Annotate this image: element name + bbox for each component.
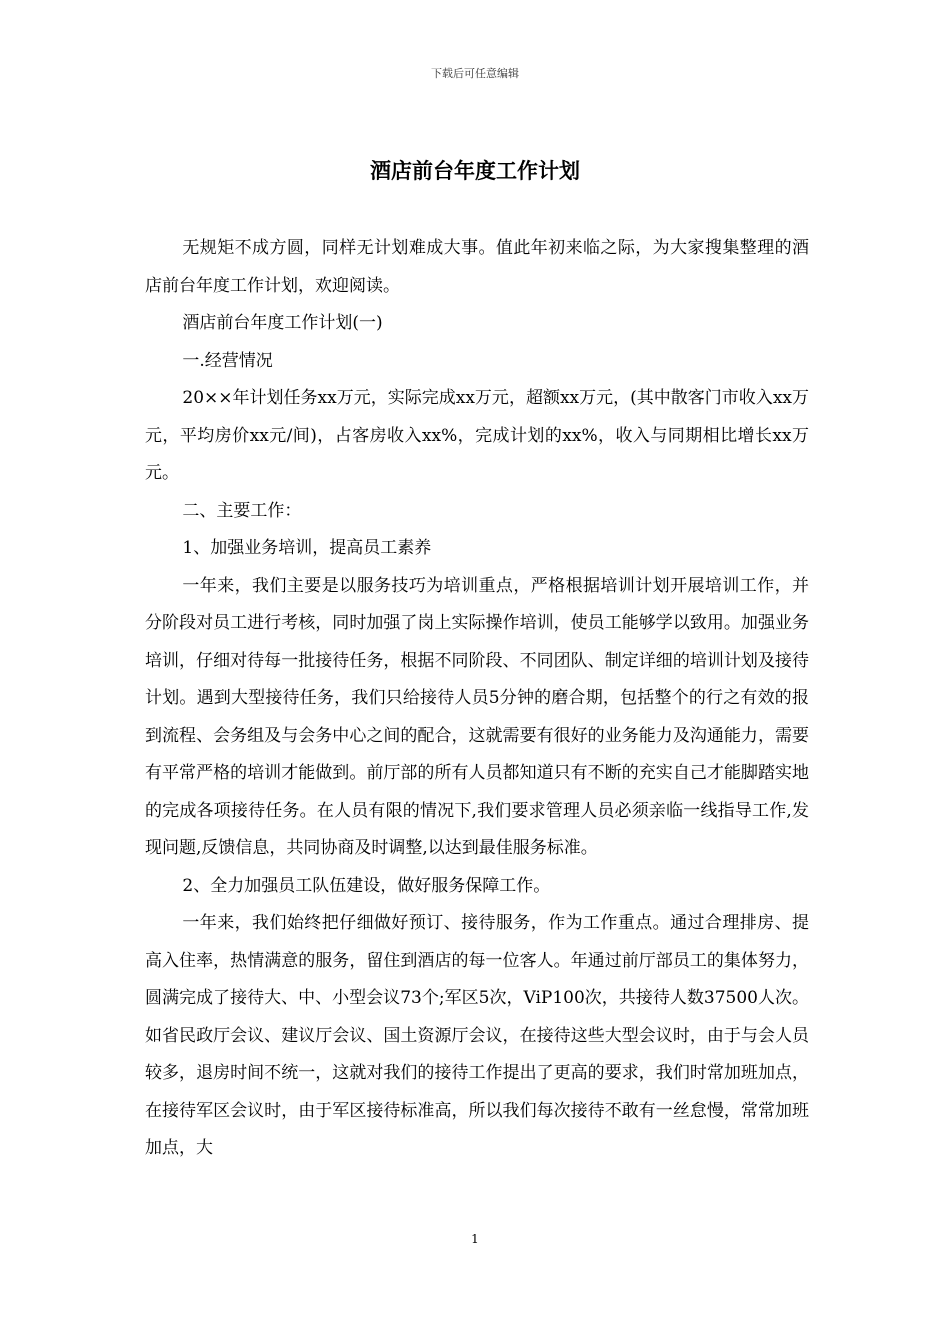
subheading-team-building: 2、全力加强员工队伍建设，做好服务保障工作。 — [182, 875, 551, 896]
document-body — [145, 230, 809, 1168]
document-title: 酒店前台年度工作计划 — [370, 158, 580, 183]
plan-heading: 酒店前台年度工作计划(一) — [182, 313, 383, 333]
section-heading-main-work: 二、主要工作： — [182, 500, 302, 521]
intro-paragraph: 无规矩不成方圆，同样无计划难成大事。值此年初来临之际，为大家搜集整理的酒店前台年度工作计划，欢迎阅读。 — [145, 238, 809, 296]
section-heading-operations: 一.经营情况 — [182, 350, 273, 371]
page-number: 1 — [471, 1232, 479, 1246]
page-header: 下载后可任意编辑 — [431, 67, 519, 80]
operations-paragraph: 20××年计划任务xx万元，实际完成xx万元，超额xx万元，(其中散客门市收入xx万元，平均房价xx元/间)，占客房收入xx%，完成计划的xx%，收入与同期相比增长xx万元。 — [145, 388, 809, 483]
subheading-training: 1、加强业务培训，提高员工素养 — [182, 538, 432, 558]
training-paragraph: 一年来，我们主要是以服务技巧为培训重点，严格根据培训计划开展培训工作，并分阶段对员工进行考核，同时加强了岗上实际操作培训，使员工能够学以致用。加强业务培训，仔细对待每一批接待任务，根据不同阶段、不同团队、制定详细的培训计划及接待计划。遇到大型接待任务，我们只给接待人员5分钟的磨合期，包括整个的行之有效的报到流程、会务组及与会务中心之间的配合，这就需要有很好的业务能力及沟通能力，需要有平常严格的培训才能做到。前厅部的所有人员都知道只有不断的充实自己才能脚踏实地的完成各项接待任务。在人员有限的情况下,我们要求管理人员必须亲临一线指导工作,发现问题,反馈信息，共同协商及时调整,以达到最佳服务标准。 — [145, 575, 809, 858]
team-building-paragraph: 一年来，我们始终把仔细做好预订、接待服务，作为工作重点。通过合理排房、提高入住率，热情满意的服务，留住到酒店的每一位客人。年通过前厅部员工的集体努力，圆满完成了接待大、中、小型会议73个;军区5次，ViP100次，共接待人数37500人次。如省民政厅会议、建议厅会议、国土资源厅会议，在接待这些大型会议时，由于与会人员较多，退房时间不统一，这就对我们的接待工作提出了更高的要求，我们时常加班加点，在接待军区会议时，由于军区接待标准高，所以我们每次接待不敢有一丝怠慢，常常加班加点，大 — [145, 913, 809, 1158]
